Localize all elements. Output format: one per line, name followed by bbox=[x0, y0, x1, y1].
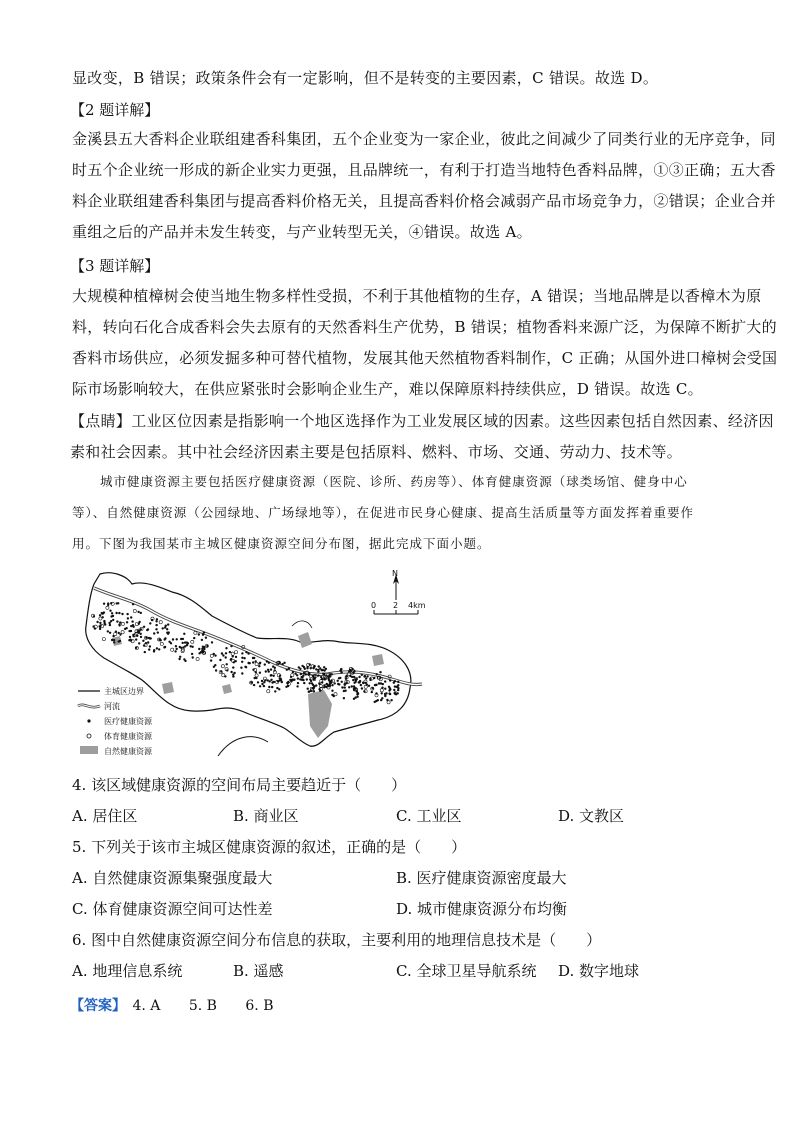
legend-sports: 体育健康资源 bbox=[104, 732, 152, 741]
medical-point bbox=[193, 637, 195, 639]
natural-area bbox=[372, 654, 384, 666]
question-5-option-d[interactable]: D. 城市健康资源分布均衡 bbox=[396, 900, 568, 918]
medical-point bbox=[101, 612, 103, 614]
map-legend bbox=[78, 686, 153, 756]
medical-point bbox=[235, 660, 237, 662]
medical-point bbox=[118, 632, 120, 634]
medical-point bbox=[273, 675, 275, 677]
medical-point bbox=[376, 673, 378, 675]
medical-point bbox=[360, 684, 362, 686]
medical-point bbox=[384, 688, 386, 690]
medical-point bbox=[259, 672, 261, 674]
medical-point bbox=[110, 615, 112, 617]
medical-point bbox=[116, 620, 118, 622]
medical-point bbox=[301, 676, 303, 678]
medical-point bbox=[397, 684, 399, 686]
medical-point bbox=[201, 648, 203, 650]
medical-point bbox=[331, 690, 333, 692]
text-line: 际市场影响较大，在供应紧张时会影响企业生产，难以保障原料持续供应，D 错误。故选 C。 bbox=[72, 380, 703, 398]
medical-point bbox=[191, 653, 193, 655]
medical-point bbox=[389, 679, 391, 681]
medical-point bbox=[343, 697, 345, 699]
medical-point bbox=[214, 654, 216, 656]
medical-point bbox=[191, 646, 193, 648]
medical-point bbox=[331, 684, 333, 686]
medical-point bbox=[338, 683, 340, 685]
medical-point bbox=[303, 666, 305, 668]
answer-4: 4. A bbox=[132, 998, 161, 1014]
medical-point bbox=[388, 686, 390, 688]
medical-point bbox=[180, 638, 182, 640]
legend-river: 河流 bbox=[104, 702, 120, 711]
medical-point bbox=[112, 619, 114, 621]
medical-point bbox=[229, 651, 231, 653]
answer-5: 5. B bbox=[188, 998, 217, 1014]
medical-point bbox=[155, 628, 157, 630]
paragraph-q3 bbox=[72, 281, 778, 405]
medical-point bbox=[162, 627, 164, 629]
medical-point bbox=[116, 602, 118, 604]
medical-point bbox=[124, 628, 126, 630]
medical-point bbox=[113, 641, 115, 643]
medical-point bbox=[258, 665, 260, 667]
medical-point bbox=[107, 602, 109, 604]
medical-point bbox=[297, 682, 299, 684]
medical-point bbox=[382, 683, 384, 685]
medical-point bbox=[109, 624, 111, 626]
medical-point bbox=[259, 685, 261, 687]
medical-point bbox=[344, 686, 346, 688]
medical-point bbox=[119, 633, 121, 635]
medical-point bbox=[178, 658, 180, 660]
medical-point bbox=[164, 626, 166, 628]
medical-point bbox=[381, 697, 383, 699]
medical-point bbox=[315, 668, 317, 670]
medical-point bbox=[107, 630, 109, 632]
medical-point bbox=[147, 628, 149, 630]
medical-point bbox=[130, 625, 132, 627]
medical-point bbox=[249, 662, 251, 664]
outer-arc bbox=[218, 737, 268, 756]
medical-point bbox=[270, 674, 272, 676]
north-arrow-icon bbox=[392, 569, 399, 600]
paragraph-dianjing bbox=[70, 406, 774, 468]
medical-point bbox=[254, 677, 256, 679]
medical-point bbox=[148, 648, 150, 650]
medical-point bbox=[192, 656, 194, 658]
medical-point bbox=[359, 680, 361, 682]
text-line: 大规模种植樟树会使当地生物多样性受损，不利于其他植物的生存，A 错误；当地品牌是以香樟木为原 bbox=[72, 287, 762, 305]
medical-point bbox=[118, 624, 120, 626]
medical-point bbox=[390, 699, 392, 701]
medical-point bbox=[281, 681, 283, 683]
medical-point bbox=[358, 676, 360, 678]
medical-point bbox=[300, 673, 302, 675]
medical-point bbox=[109, 610, 111, 612]
medical-point bbox=[109, 632, 111, 634]
text-line: 香料市场供应，必须发掘多种可替代植物，发展其他天然植物香料制作，C 正确；从国外进口樟树会受国 bbox=[72, 349, 778, 367]
medical-point bbox=[253, 684, 255, 686]
medical-point bbox=[334, 682, 336, 684]
medical-point bbox=[113, 639, 115, 641]
question-6-option-c[interactable]: C. 全球卫星导航系统 bbox=[396, 962, 537, 980]
medical-point bbox=[322, 673, 324, 675]
scale-label-0: 0 bbox=[371, 601, 377, 610]
medical-point bbox=[270, 668, 272, 670]
medical-point bbox=[309, 682, 311, 684]
medical-point bbox=[270, 679, 272, 681]
medical-point bbox=[348, 686, 350, 688]
medical-point bbox=[261, 680, 263, 682]
medical-point bbox=[363, 675, 365, 677]
medical-point bbox=[389, 688, 391, 690]
medical-point bbox=[198, 633, 200, 635]
scale-label-2: 2 bbox=[393, 601, 399, 610]
medical-point bbox=[232, 666, 234, 668]
medical-point bbox=[241, 657, 243, 659]
medical-point bbox=[318, 682, 320, 684]
medical-point bbox=[288, 667, 290, 669]
medical-point bbox=[203, 631, 205, 633]
medical-point bbox=[375, 684, 377, 686]
answer-label: 【答案】 bbox=[70, 998, 126, 1014]
medical-point bbox=[323, 669, 325, 671]
medical-point bbox=[222, 654, 224, 656]
medical-point bbox=[183, 633, 185, 635]
medical-point bbox=[329, 683, 331, 685]
medical-point bbox=[198, 648, 200, 650]
medical-point bbox=[103, 622, 105, 624]
medical-point bbox=[221, 652, 223, 654]
medical-point bbox=[184, 641, 186, 643]
medical-point bbox=[281, 663, 283, 665]
medical-point bbox=[172, 638, 174, 640]
medical-point bbox=[241, 661, 243, 663]
medical-point bbox=[174, 650, 176, 652]
medical-point bbox=[148, 637, 150, 639]
medical-point bbox=[170, 642, 172, 644]
medical-point bbox=[337, 680, 339, 682]
medical-point bbox=[389, 693, 391, 695]
medical-point bbox=[309, 678, 311, 680]
medical-point bbox=[292, 671, 294, 673]
medical-point bbox=[149, 622, 151, 624]
medical-point bbox=[176, 648, 178, 650]
medical-point bbox=[368, 685, 370, 687]
question-5-option-a[interactable]: A. 自然健康资源集聚强度最大 bbox=[72, 869, 273, 887]
q2-heading: 【2 题详解】 bbox=[70, 101, 160, 119]
medical-point bbox=[147, 641, 149, 643]
medical-point bbox=[311, 682, 313, 684]
medical-point bbox=[225, 656, 227, 658]
medical-point bbox=[269, 680, 271, 682]
medical-point bbox=[103, 603, 105, 605]
medical-point bbox=[266, 660, 268, 662]
medical-point bbox=[264, 663, 266, 665]
medical-point bbox=[226, 663, 228, 665]
question-4-option-b[interactable]: B. 商业区 bbox=[233, 807, 299, 825]
medical-point bbox=[202, 634, 204, 636]
medical-point bbox=[377, 699, 379, 701]
medical-point bbox=[129, 636, 131, 638]
medical-point bbox=[301, 679, 303, 681]
medical-point bbox=[149, 645, 151, 647]
medical-point bbox=[397, 687, 399, 689]
medical-point bbox=[130, 616, 132, 618]
medical-point bbox=[296, 685, 298, 687]
outer-arc bbox=[292, 621, 312, 628]
medical-point bbox=[119, 640, 121, 642]
medical-point bbox=[285, 686, 287, 688]
text-line: 时五个企业统一形成的新企业实力更强，且品牌统一，有利于打造当地特色香料品牌，①③正确；五大香 bbox=[72, 161, 776, 179]
medical-point bbox=[230, 658, 232, 660]
medical-point bbox=[205, 637, 207, 639]
medical-point bbox=[225, 652, 227, 654]
medical-point bbox=[351, 685, 353, 687]
medical-point bbox=[394, 685, 396, 687]
medical-point bbox=[265, 670, 267, 672]
medical-point bbox=[263, 685, 265, 687]
legend-boundary: 主城区边界 bbox=[104, 687, 144, 696]
question-5-option-b[interactable]: B. 医疗健康资源密度最大 bbox=[396, 869, 567, 887]
medical-point bbox=[219, 659, 221, 661]
medical-point bbox=[268, 686, 270, 688]
medical-point bbox=[110, 620, 112, 622]
medical-point bbox=[175, 645, 177, 647]
medical-point bbox=[306, 678, 308, 680]
medical-point bbox=[297, 677, 299, 679]
medical-point bbox=[341, 681, 343, 683]
medical-point bbox=[252, 661, 254, 663]
text-line: 重组之后的产品并未发生转变，与产业转型无关，④错误。故选 A。 bbox=[72, 223, 532, 241]
question-5-option-c[interactable]: C. 体育健康资源空间可达性差 bbox=[72, 900, 273, 918]
medical-point bbox=[111, 612, 113, 614]
medical-point bbox=[394, 680, 396, 682]
medical-point bbox=[357, 692, 359, 694]
medical-point bbox=[213, 666, 215, 668]
scale-label-4km: 4km bbox=[408, 601, 426, 610]
medical-point bbox=[352, 679, 354, 681]
medical-point bbox=[268, 670, 270, 672]
medical-point bbox=[168, 631, 170, 633]
medical-point bbox=[241, 652, 243, 654]
question-6-stem: 6. 图中自然健康资源空间分布信息的获取，主要利用的地理信息技术是（ ） bbox=[72, 931, 602, 949]
medical-point bbox=[164, 637, 166, 639]
medical-point bbox=[132, 603, 134, 605]
medical-point bbox=[374, 701, 376, 703]
medical-point bbox=[202, 646, 204, 648]
medical-point bbox=[293, 679, 295, 681]
medical-point bbox=[167, 623, 169, 625]
medical-point bbox=[187, 642, 189, 644]
medical-point bbox=[140, 636, 142, 638]
text-line: 显改变，B 错误；政策条件会有一定影响，但不是转变的主要因素，C 错误。故选 D。 bbox=[72, 69, 659, 87]
text-line: 【点睛】工业区位因素是指影响一个地区选择作为工业发展区域的因素。这些因素包括自然因素、经济因 bbox=[70, 412, 774, 430]
medical-point bbox=[317, 674, 319, 676]
medical-point bbox=[176, 638, 178, 640]
legend-medical: 医疗健康资源 bbox=[104, 717, 152, 726]
medical-point bbox=[99, 622, 101, 624]
medical-point bbox=[253, 657, 255, 659]
medical-point bbox=[210, 659, 212, 661]
medical-point bbox=[318, 665, 320, 667]
medical-point bbox=[259, 662, 261, 664]
question-6-option-b[interactable]: B. 遥感 bbox=[233, 962, 284, 980]
paragraph-intro bbox=[72, 466, 722, 559]
medical-point bbox=[135, 638, 137, 640]
paragraph-q2 bbox=[72, 124, 776, 248]
medical-point bbox=[126, 621, 128, 623]
medical-point bbox=[215, 669, 217, 671]
question-4-stem: 4. 该区域健康资源的空间布局主要趋近于（ ） bbox=[72, 776, 407, 794]
text-line: 料企业联组建香科集团与提高香料价格无关，且提高香料价格会减弱产品市场竞争力，②错误；企业合并 bbox=[72, 192, 776, 210]
medical-point bbox=[340, 668, 342, 670]
medical-point bbox=[323, 666, 325, 668]
medical-point bbox=[211, 641, 213, 643]
medical-point bbox=[201, 639, 203, 641]
medical-point bbox=[121, 613, 123, 615]
medical-point bbox=[131, 620, 133, 622]
q3-heading: 【3 题详解】 bbox=[70, 257, 160, 275]
medical-point bbox=[344, 690, 346, 692]
medical-point bbox=[115, 612, 117, 614]
health-resource-map bbox=[72, 566, 438, 762]
medical-point bbox=[240, 667, 242, 669]
text-line: 料，转向石化合成香料会失去原有的天然香料生产优势，B 错误；植物香料来源广泛，为保障不断扩大的 bbox=[72, 318, 777, 336]
question-4-option-c[interactable]: C. 工业区 bbox=[396, 807, 462, 825]
medical-point bbox=[331, 694, 333, 696]
medical-point bbox=[138, 642, 140, 644]
text-line: 城市健康资源主要包括医疗健康资源（医院、诊所、药房等）、体育健康资源（球类场馆、健身中心 bbox=[100, 474, 688, 489]
medical-point bbox=[274, 690, 276, 692]
medical-point bbox=[235, 656, 237, 658]
legend-natural: 自然健康资源 bbox=[104, 747, 152, 756]
medical-point bbox=[155, 624, 157, 626]
medical-point bbox=[140, 633, 142, 635]
medical-point bbox=[397, 681, 399, 683]
medical-point bbox=[243, 657, 245, 659]
medical-point bbox=[361, 687, 363, 689]
medical-point bbox=[142, 640, 144, 642]
text-line: 等）、自然健康资源（公园绿地、广场绿地等），在促进市民身心健康、提高生活质量等方面发挥着重要作 bbox=[72, 505, 695, 520]
paragraph-q1-end bbox=[72, 63, 722, 94]
medical-point bbox=[365, 677, 367, 679]
medical-point bbox=[272, 665, 274, 667]
medical-point bbox=[393, 689, 395, 691]
medical-point bbox=[341, 686, 343, 688]
medical-point bbox=[257, 681, 259, 683]
medical-point bbox=[366, 675, 368, 677]
question-5-stem: 5. 下列关于该市主城区健康资源的叙述，正确的是（ ） bbox=[72, 838, 467, 856]
medical-point bbox=[132, 626, 134, 628]
question-4-option-d[interactable]: D. 文教区 bbox=[558, 807, 625, 825]
medical-point bbox=[268, 662, 270, 664]
medical-point bbox=[276, 687, 278, 689]
medical-point bbox=[273, 681, 275, 683]
scale-bar bbox=[371, 601, 426, 614]
medical-point bbox=[319, 667, 321, 669]
medical-point bbox=[378, 682, 380, 684]
text-line: 素和社会因素。其中社会经济因素主要是包括原料、燃料、市场、交通、劳动力、技术等。 bbox=[70, 443, 683, 461]
medical-point bbox=[307, 688, 309, 690]
medical-point bbox=[166, 628, 168, 630]
text-line: 金溪县五大香料企业联组建香科集团，五个企业变为一家企业，彼此之间减少了同类行业的无序竞争，同 bbox=[72, 130, 776, 148]
medical-point bbox=[184, 645, 186, 647]
medical-point bbox=[143, 626, 145, 628]
medical-point bbox=[353, 682, 355, 684]
medical-point bbox=[118, 612, 120, 614]
medical-point bbox=[157, 631, 159, 633]
natural-area bbox=[162, 682, 174, 694]
medical-point bbox=[315, 684, 317, 686]
text-line: 用。下图为我国某市主城区健康资源空间分布图，据此完成下面小题。 bbox=[72, 536, 491, 551]
medical-point bbox=[303, 682, 305, 684]
medical-point bbox=[156, 647, 158, 649]
medical-point bbox=[137, 611, 139, 613]
medical-point bbox=[361, 674, 363, 676]
medical-point bbox=[381, 692, 383, 694]
medical-point bbox=[153, 632, 155, 634]
medical-point bbox=[245, 651, 247, 653]
medical-point bbox=[296, 674, 298, 676]
medical-point bbox=[225, 647, 227, 649]
question-4-option-a[interactable]: A. 居住区 bbox=[72, 807, 138, 825]
medical-point bbox=[339, 677, 341, 679]
medical-point bbox=[179, 656, 181, 658]
medical-point bbox=[99, 614, 101, 616]
medical-point bbox=[298, 666, 300, 668]
medical-point bbox=[153, 649, 155, 651]
question-6-option-d[interactable]: D. 数字地球 bbox=[558, 962, 640, 980]
answer-line bbox=[70, 995, 296, 1015]
medical-point bbox=[371, 691, 373, 693]
medical-point bbox=[230, 671, 232, 673]
medical-point bbox=[271, 686, 273, 688]
medical-point bbox=[283, 662, 285, 664]
answer-6: 6. B bbox=[245, 998, 274, 1014]
medical-point bbox=[182, 642, 184, 644]
medical-point bbox=[247, 652, 249, 654]
medical-point bbox=[261, 683, 263, 685]
question-6-option-a[interactable]: A. 地理信息系统 bbox=[72, 962, 183, 980]
medical-point bbox=[353, 698, 355, 700]
medical-point bbox=[127, 617, 129, 619]
medical-point bbox=[130, 630, 132, 632]
medical-point bbox=[384, 680, 386, 682]
medical-point bbox=[241, 672, 243, 674]
medical-point bbox=[233, 672, 235, 674]
medical-point bbox=[379, 671, 381, 673]
medical-point bbox=[384, 693, 386, 695]
medical-point bbox=[155, 620, 157, 622]
north-label: N bbox=[392, 569, 398, 578]
medical-point bbox=[198, 652, 200, 654]
medical-point bbox=[331, 673, 333, 675]
medical-point bbox=[96, 621, 98, 623]
medical-point bbox=[126, 613, 128, 615]
medical-point bbox=[263, 681, 265, 683]
medical-point bbox=[290, 680, 292, 682]
medical-point bbox=[140, 612, 142, 614]
medical-point bbox=[183, 658, 185, 660]
medical-point bbox=[230, 645, 232, 647]
medical-point bbox=[245, 666, 247, 668]
medical-point bbox=[158, 648, 160, 650]
medical-point bbox=[163, 646, 165, 648]
medical-point bbox=[144, 651, 146, 653]
medical-point bbox=[286, 669, 288, 671]
